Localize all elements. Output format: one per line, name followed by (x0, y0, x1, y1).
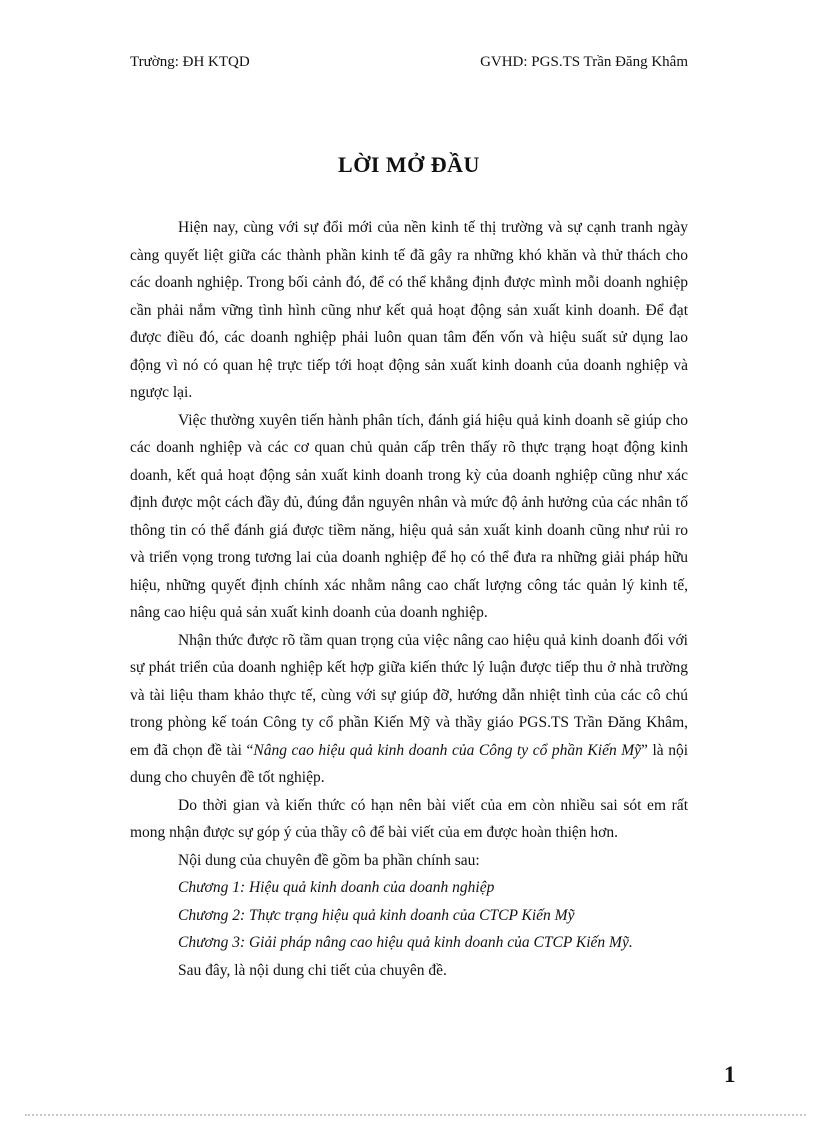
document-body (130, 214, 688, 984)
header-school-label: Trường: ĐH KTQD (130, 54, 250, 70)
document-header (130, 52, 688, 72)
paragraph-intro: Hiện nay, cùng với sự đổi mới của nền kinh tế thị trường và sự cạnh tranh ngày càng quyết liệt giữa các thành phần kinh tế đã gây ra những khó khăn và thử thách cho các doanh nghiệp. Trong bối cảnh đó, để có thể khẳng định được mình mỗi doanh nghiệp cần phải nắm vững tình hình cũng như kết quả hoạt động sản xuất kinh doanh. Để đạt được điều đó, các doanh nghiệp phải luôn quan tâm đến vốn và hiệu suất sử dụng lao động vì nó có quan hệ trực tiếp tới hoạt động sản xuất kinh doanh của doanh nghiệp và ngược lại. (130, 219, 688, 401)
outline-intro-line: Nội dung của chuyên đề gồm ba phần chính sau: (178, 851, 480, 869)
paragraph-text: ” là nội dung cho chuyên đề tốt nghiệp. (130, 741, 688, 786)
chapter-1-line: Chương 1: Hiệu quả kinh doanh của doanh nghiệp (178, 879, 495, 896)
paragraph-topic-choice (130, 627, 688, 792)
chapter-2-line: Chương 2: Thực trạng hiệu quả kinh doanh của CTCP Kiến Mỹ (178, 906, 575, 924)
footer-dotted-divider (25, 1114, 806, 1116)
paragraph-apology: Do thời gian và kiến thức có hạn nên bài viết của em còn nhiều sai sót em rất mong nhận được sự góp ý của thầy cô để bài viết của em được hoàn thiện hơn. (130, 796, 688, 841)
chapter-3-line: Chương 3: Giải pháp nâng cao hiệu quả kinh doanh của CTCP Kiến Mỹ. (178, 934, 633, 951)
paragraph-text: Nhận thức được rõ tầm quan trọng của việc nâng cao hiệu quả kinh doanh đối với sự phát triển của doanh nghiệp kết hợp giữa kiến thức lý luận được tiếp thu ở nhà trường và tài liệu tham khảo thực tế, cùng với sự giúp đỡ, hướng dẫn nhiệt tình của các cô chú trong phòng kế toán Công ty cổ phần Kiến Mỹ và thầy giáo PGS.TS Trần Đăng Khâm, em đã chọn đề tài “ (130, 631, 688, 759)
closing-line: Sau đây, là nội dung chi tiết của chuyên đề. (178, 961, 447, 979)
page-title: LỜI MỞ ĐẦU (338, 152, 480, 177)
page-content (130, 52, 688, 984)
thesis-title-quote: Nâng cao hiệu quả kinh doanh của Công ty cổ phần Kiến Mỹ (253, 741, 642, 759)
page-number: 1 (724, 1062, 736, 1087)
paragraph-analysis: Việc thường xuyên tiến hành phân tích, đánh giá hiệu quả kinh doanh sẽ giúp cho các doanh nghiệp và các cơ quan chủ quản cấp trên thấy rõ thực trạng hoạt động kinh doanh, kết quả hoạt động sản xuất kinh doanh trong kỳ của doanh nghiệp cũng như xác định được một cách đầy đủ, đúng đắn nguyên nhân và mức độ ảnh hưởng của các nhân tố thông tin có thể đánh giá được tiềm năng, hiệu quả sản xuất kinh doanh cũng như rủi ro và triển vọng trong tương lai của doanh nghiệp để họ có thể đưa ra những giải pháp hữu hiệu, những quyết định chính xác nhằm nâng cao chất lượng công tác quản lý kinh tế, nâng cao hiệu quả sản xuất kinh doanh của doanh nghiệp. (130, 411, 688, 621)
header-advisor-label: GVHD: PGS.TS Trần Đăng Khâm (480, 54, 688, 70)
